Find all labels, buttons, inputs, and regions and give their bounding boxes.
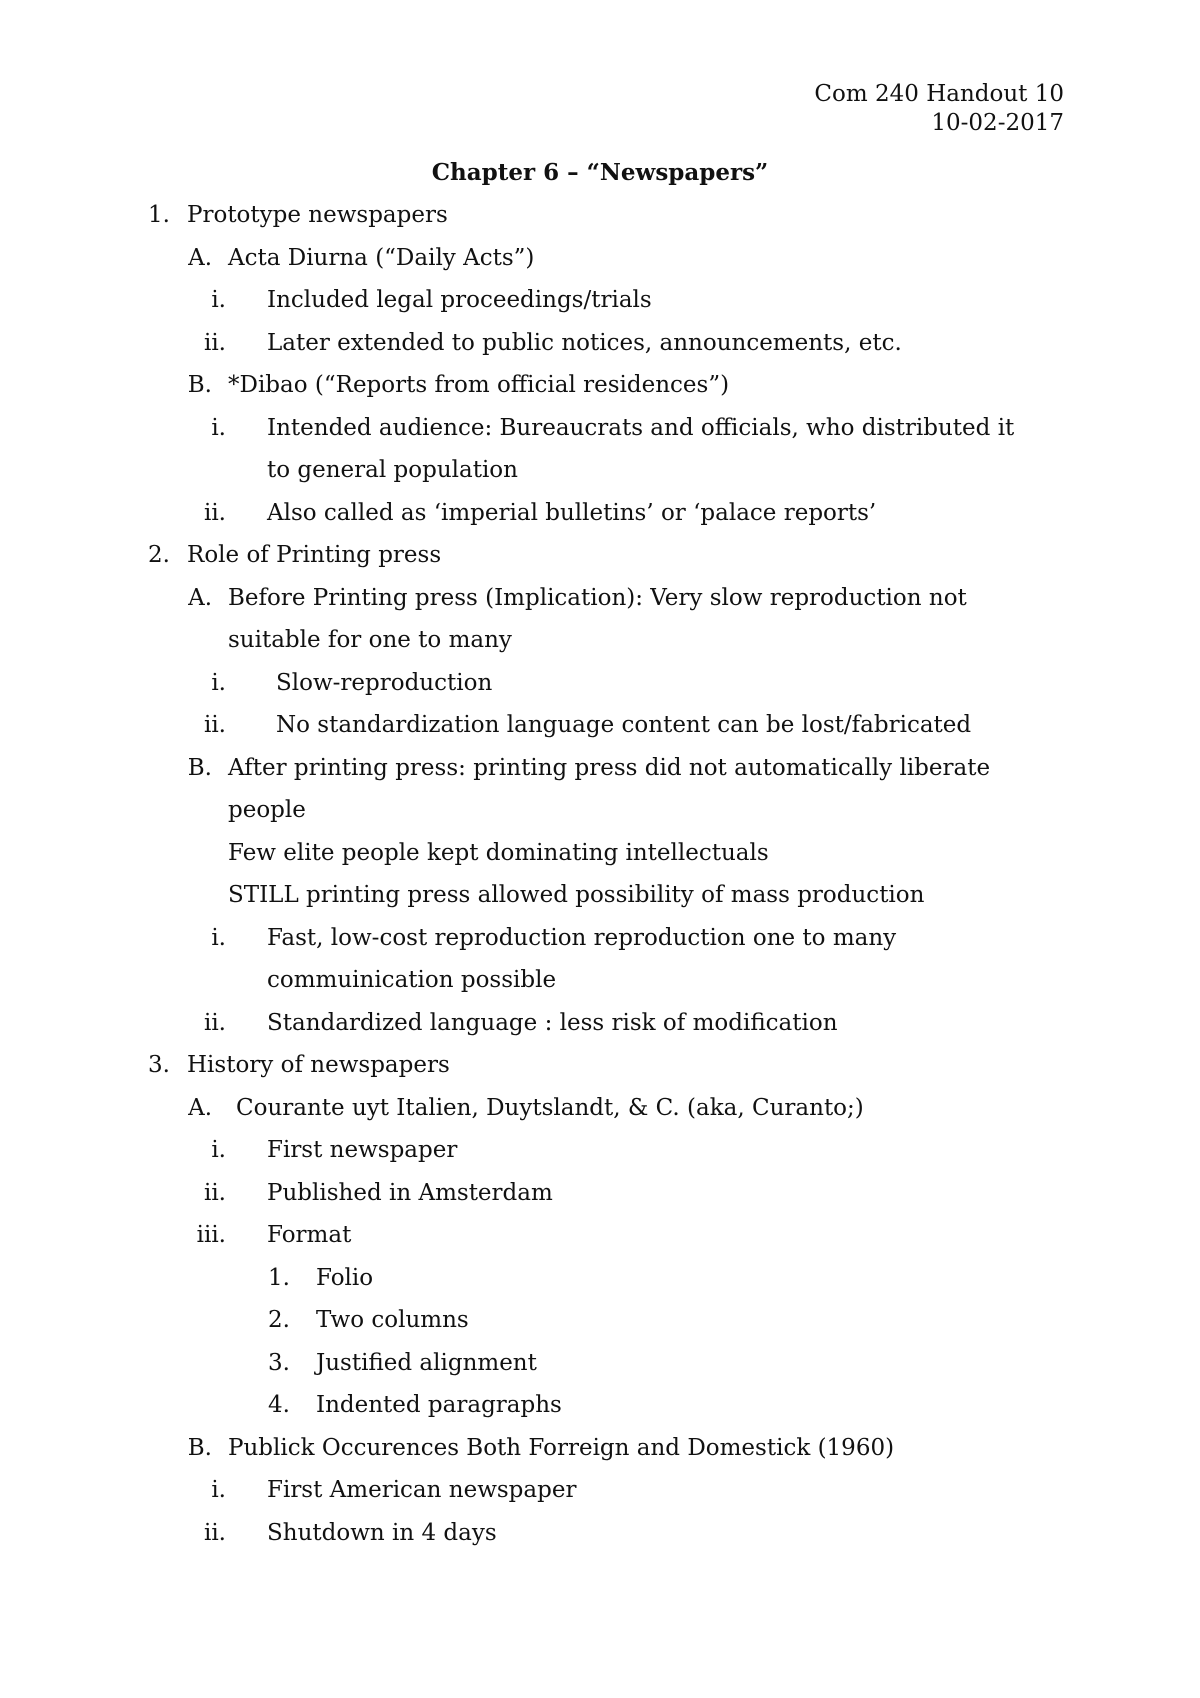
subsection-text: people <box>228 797 306 823</box>
item-text: First newspaper <box>267 1137 458 1163</box>
subsection-letter: A. <box>188 1094 212 1121</box>
item-text: commuinication possible <box>267 967 557 993</box>
item-numeral: ii. <box>203 1009 226 1036</box>
item-numeral: i. <box>211 669 226 696</box>
chapter-title: Chapter 6 – “Newspapers” <box>431 159 769 186</box>
item-text: to general population <box>267 457 518 483</box>
item-numeral: i. <box>211 924 226 951</box>
format-item-number: 2. <box>268 1307 290 1333</box>
item-numeral: i. <box>211 287 226 313</box>
section-number: 2. <box>148 542 170 568</box>
item-text: Shutdown in 4 days <box>267 1519 497 1546</box>
item-text: Slow-reproduction <box>276 669 493 696</box>
section-heading: Prototype newspapers <box>187 202 448 228</box>
subsection-letter: B. <box>187 372 212 398</box>
format-item-number: 4. <box>268 1392 290 1418</box>
subsection-letter: A. <box>188 584 212 611</box>
subsection-text: suitable for one to many <box>228 627 512 653</box>
item-text: No standardization language content can be lost/fabricated <box>276 712 972 738</box>
course-heading: Com 240 Handout 10 <box>814 81 1064 107</box>
format-item-text: Justified alignment <box>316 1349 537 1376</box>
item-numeral: iii. <box>196 1222 226 1248</box>
subsection-letter: A. <box>188 244 212 271</box>
item-text: Later extended to public notices, announcements, etc. <box>267 329 902 356</box>
date: 10-02-2017 <box>931 110 1064 136</box>
item-text: First American newspaper <box>267 1477 577 1503</box>
item-numeral: ii. <box>203 1179 226 1206</box>
item-text: Standardized language : less risk of modification <box>267 1009 838 1036</box>
subsection-text: Courante uyt Italien, Duytslandt, & C. (aka, Curanto;) <box>236 1094 864 1121</box>
subsection-text: STILL printing press allowed possibility of mass production <box>228 882 925 908</box>
format-item-number: 3. <box>268 1349 290 1376</box>
section-number: 1. <box>148 202 170 228</box>
format-item-text: Folio <box>316 1264 374 1291</box>
format-item-number: 1. <box>268 1264 290 1291</box>
subsection-text: Before Printing press (Implication): Very slow reproduction not <box>228 584 967 611</box>
item-numeral: ii. <box>203 712 226 738</box>
item-text: Format <box>267 1222 352 1248</box>
item-numeral: i. <box>211 414 226 441</box>
subsection-text: After printing press: printing press did not automatically liberate <box>228 754 991 781</box>
item-text: Intended audience: Bureaucrats and officials, who distributed it <box>267 414 1015 441</box>
format-item-text: Indented paragraphs <box>316 1392 562 1418</box>
subsection-letter: B. <box>187 754 212 781</box>
item-numeral: ii. <box>203 1519 226 1546</box>
item-text: Included legal proceedings/trials <box>267 287 652 313</box>
item-text: Also called as ‘imperial bulletins’ or ‘palace reports’ <box>267 499 877 526</box>
item-text: Fast, low-cost reproduction reproduction one to many <box>267 924 897 951</box>
subsection-text: Publick Occurences Both Forreign and Domestick (1960) <box>228 1434 895 1461</box>
item-numeral: i. <box>211 1477 226 1503</box>
section-number: 3. <box>148 1052 170 1078</box>
subsection-letter: B. <box>187 1434 212 1461</box>
section-heading: Role of Printing press <box>187 542 442 568</box>
subsection-text: Acta Diurna (“Daily Acts”) <box>228 244 535 271</box>
item-text: Published in Amsterdam <box>267 1179 553 1206</box>
subsection-text: *Dibao (“Reports from official residences”) <box>228 372 730 398</box>
item-numeral: ii. <box>203 499 226 526</box>
format-item-text: Two columns <box>316 1307 469 1333</box>
subsection-text: Few elite people kept dominating intellectuals <box>228 839 769 866</box>
item-numeral: ii. <box>203 329 226 356</box>
item-numeral: i. <box>211 1137 226 1163</box>
section-heading: History of newspapers <box>187 1052 450 1078</box>
